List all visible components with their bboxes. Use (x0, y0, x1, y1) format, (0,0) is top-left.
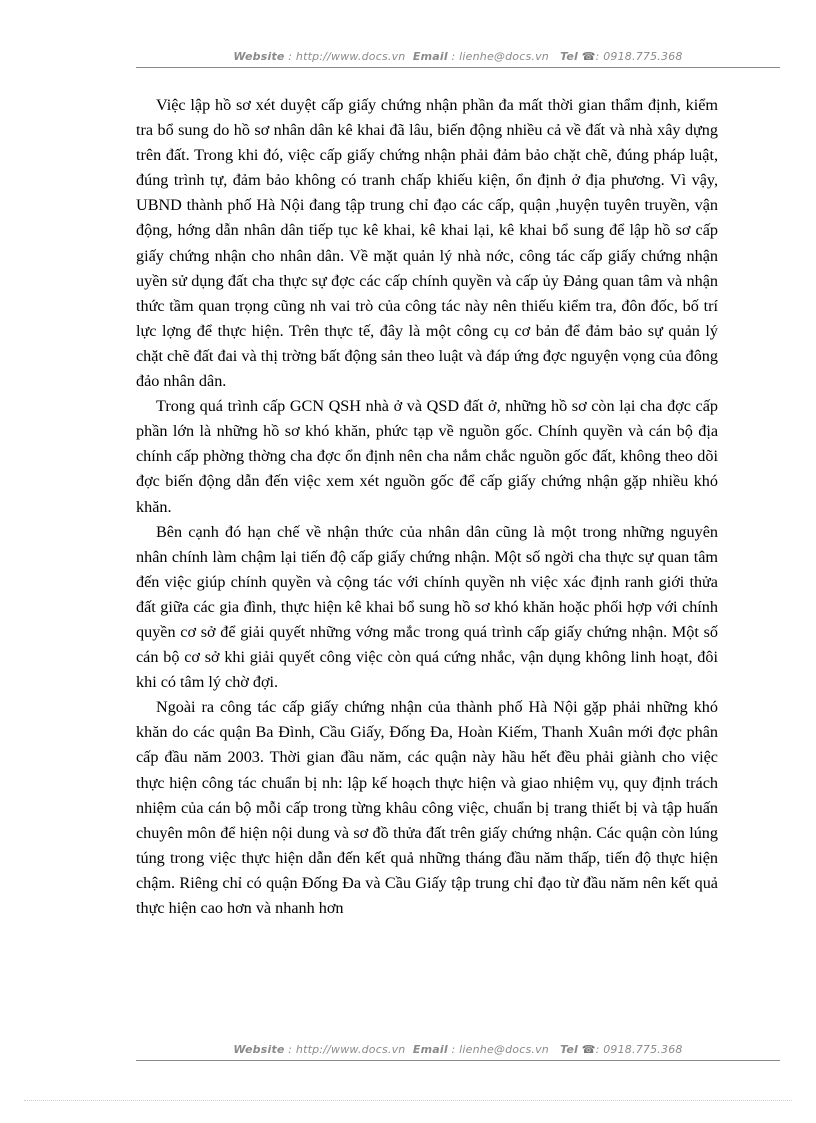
footer-website-label: Website (233, 1043, 285, 1056)
header-tel-value: : 0918.775.368 (595, 50, 683, 63)
page-header (136, 50, 780, 63)
footer-email-label: Email (412, 1043, 448, 1056)
footer-website-value: : http://www.docs.vn (288, 1043, 406, 1056)
header-website-label: Website (233, 50, 285, 63)
header-email-label: Email (412, 50, 448, 63)
page-footer (136, 1043, 780, 1056)
phone-icon: ☎ (581, 1043, 596, 1056)
footer-tel-value: : 0918.775.368 (595, 1043, 683, 1056)
page-edge-divider (24, 1100, 792, 1101)
header-tel-label: Tel (560, 50, 578, 63)
footer-rule (136, 1060, 780, 1061)
document-body (136, 93, 718, 921)
phone-icon: ☎ (581, 50, 596, 63)
footer-tel-label: Tel (560, 1043, 578, 1056)
paragraph-4: Ngoài ra công tác cấp giấy chứng nhận của thành phố Hà Nội gặp phải những khó khăn do các quận Ba Đình, Cầu Giấy, Đống Đa, Hoàn Kiếm, Thanh Xuân mới đợc phân cấp đầu năm 2003. Thời gian đầu năm, các quận này hầu hết đều phải giành cho việc thực hiện công tác chuẩn bị nh: lập kế hoạch thực hiện và giao nhiệm vụ, quy định trách nhiệm của cán bộ mỗi cấp trong từng khâu công việc, chuẩn bị trang thiết bị và tập huấn chuyên môn để hiện nội dung và sơ đồ thửa đất trên giấy chứng nhận. Các quận còn lúng túng trong việc thực hiện dẫn đến kết quả những tháng đầu năm thấp, tiến độ thực hiện chậm. Riêng chỉ có quận Đống Đa và Cầu Giấy tập trung chỉ đạo từ đầu năm nên kết quả thực hiện cao hơn và nhanh hơn (136, 698, 718, 917)
header-website-value: : http://www.docs.vn (288, 50, 406, 63)
header-email-value: : lienhe@docs.vn (451, 50, 549, 63)
footer-email-value: : lienhe@docs.vn (451, 1043, 549, 1056)
header-rule (136, 67, 780, 68)
paragraph-3: Bên cạnh đó hạn chế về nhận thức của nhân dân cũng là một trong những nguyên nhân chính làm chậm lại tiến độ cấp giấy chứng nhận. Một số ngời cha thực sự quan tâm đến việc giúp chính quyền và cộng tác với chính quyền nh việc xác định ranh giới thửa đất giữa các gia đình, thực hiện kê khai bổ sung hồ sơ khó khăn hoặc phối hợp với chính quyền cơ sở để giải quyết những vớng mắc trong quá trình cấp giấy chứng nhận. Một số cán bộ cơ sở khi giải quyết công việc còn quá cứng nhắc, vận dụng không linh hoạt, đôi khi có tâm lý chờ đợi. (136, 522, 718, 692)
paragraph-1: Việc lập hồ sơ xét duyệt cấp giấy chứng nhận phần đa mất thời gian thẩm định, kiểm tra bổ sung do hồ sơ nhân dân kê khai đã lâu, biến động nhiều cả về đất và nhà xây dựng trên đất. Trong khi đó, việc cấp giấy chứng nhận phải đảm bảo chặt chẽ, đúng pháp luật, đúng trình tự, đảm bảo không có tranh chấp khiếu kiện, ổn định ở địa phương. Vì vậy, UBND thành phố Hà Nội đang tập trung chỉ đạo các cấp, quận ,huyện tuyên truyền, vận động, hớng dẫn nhân dân tiếp tục kê khai, kê khai lại, kê khai bổ sung để lập hồ sơ cấp giấy chứng nhận cho nhân dân. Về mặt quản lý nhà nớc, công tác cấp giấy chứng nhận uyền sử dụng đất cha thực sự đợc các cấp chính quyền và cấp ủy Đảng quan tâm và nhận thức tầm quan trọng cũng nh vai trò của công tác này nên thiếu kiểm tra, đôn đốc, bố trí lực lợng để thực hiện. Trên thực tế, đây là một công cụ cơ bản để đảm bảo sự quản lý chặt chẽ đất đai và thị trờng bất động sản theo luật và đáp ứng đợc nguyện vọng của đông đảo nhân dân. (136, 96, 718, 391)
paragraph-2: Trong quá trình cấp GCN QSH nhà ở và QSD đất ở, những hồ sơ còn lại cha đợc cấp phần lớn là những hồ sơ khó khăn, phức tạp về nguồn gốc. Chính quyền và cán bộ địa chính cấp phờng thờng cha đợc ổn định nên cha nắm chắc nguồn gốc đất, không theo dõi đợc biến động dẫn đến việc xem xét nguồn gốc để cấp giấy chứng nhận gặp nhiều khó khăn. (136, 397, 718, 516)
